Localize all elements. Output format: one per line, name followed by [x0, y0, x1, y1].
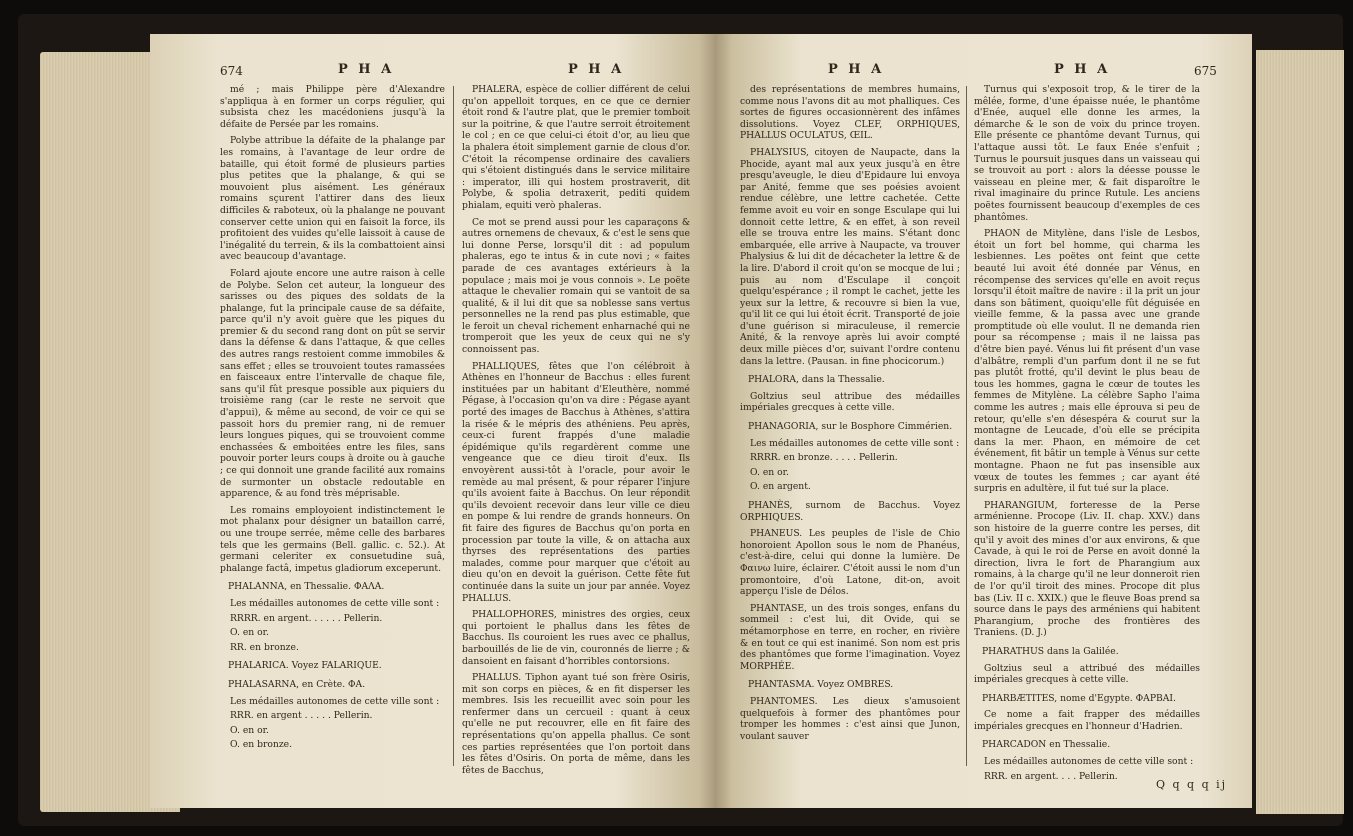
running-head-left-col2: P H A	[568, 62, 625, 77]
running-head-right-col2: P H A	[1054, 62, 1111, 77]
column-divider	[966, 86, 967, 766]
entry-head: PHALORA, dans la Thessalie.	[748, 374, 885, 386]
signature-mark: Q q q q ij	[1156, 778, 1228, 791]
entry-line: RRR. en argent. . . . Pellerin.	[984, 770, 1118, 782]
entry-phalasarna-line: O. en bronze.	[230, 739, 293, 751]
paragraph: Folard ajoute encore une autre raison à celle de Polybe. Selon cet auteur, la longueur des sarisses ou des piques des soldats de la phalange, fut la principale cause de sa défaite, parce qu'il n'y avoit guère que les piques du premier & du second rang dont on pût se servir dans la défense & dans l'attaque, & que celles des autres rangs restoient comme immobiles & sans effet ; elles se trouvoient toutes ramassées en faisceaux entre l'intervalle de chaque file, sans qu'il fût presque possible aux piquiers du troisième rang (car le reste ne servoit que d'appui), & même au second, de voir ce qui se passoit hors du premier rang, ni de remuer leurs longues piques, qui se trouvoient comme enchassées & emboitées entre les files, sans pouvoir porter leurs coups à droite ou à gauche ; ce qui donnoit une grande facilité aux romains de surmonter un obstacle redoutable en apparence, & au fond très méprisable.	[220, 267, 445, 500]
entry-phalanna-line: O. en or.	[230, 627, 269, 639]
entry-head: PHARATHUS dans la Galilée.	[982, 645, 1119, 657]
paragraph: Ce mot se prend aussi pour les caparaçons & autres ornemens de chevaux, & c'est le sens que lui donne Perse, lorsqu'il dit : ad populum phaleras, ego te intus & in cute novi ; « faites parade de ces avantages extérieurs à la populace ; mais moi je vous connois ». Le poëte attaque le chevalier romain qui se vantoit de sa qualité, & il lui dit que sa noblesse sans vertus personnelles ne la rend pas plus estimable, que le feroit un cheval richement enharnaché qui ne tromperoit que les yeux de ceux qui ne s'y connoissent pas.	[462, 216, 690, 356]
entry-phalarica: PHALARICA. Voyez FALARIQUE.	[228, 660, 382, 672]
paragraph: mé ; mais Philippe père d'Alexandre s'appliqua à en former un corps régulier, qui subsista chez les macédoniens jusqu'à la défaite de Persée par les romains.	[220, 84, 445, 130]
page-number-left: 674	[220, 64, 243, 78]
paragraph: Goltzius seul a attribué des médailles impériales grecques à cette ville.	[974, 662, 1200, 686]
paragraph: Goltzius seul attribue des médailles impériales grecques à cette ville.	[740, 390, 960, 414]
paragraph: PHALLOPHORES, ministres des orgies, ceux qui portoient le phallus dans les fêtes de Bacchus. Ils couroient les rues avec ce phallus, barbouillés de lie de vin, couronnés de lierre ; & dansoient en faisant d'horribles contorsions.	[462, 609, 690, 667]
entry-head: PHANAGORIA, sur le Bosphore Cimmérien.	[748, 421, 953, 433]
paragraph: des représentations de membres humains, comme nous l'avons dit au mot phalliques. Ces sortes de figures occasionnèrent des infâmes dissolutions. Voyez CLEF, ORPHIQUES, PHALLUS OCULATUS, ŒIL.	[740, 84, 960, 142]
entry-phalanna-head: PHALANNA, en Thessalie. ΦΑΛΑ.	[228, 581, 385, 593]
right-page	[716, 34, 1252, 808]
entry-line: Les médailles autonomes de cette ville sont :	[750, 437, 960, 449]
paragraph: Les romains employoient indistinctement le mot phalanx pour désigner un bataillon carré, ou une troupe serrée, même celle des barbares tels que les germains (Bell. gallic. c. 52.). At germani celeriter ex consuetudine suâ, phalange factâ, impetus gladiorum exceperunt.	[220, 504, 445, 574]
paragraph: Polybe attribue la défaite de la phalange par les romains, à l'avantage de leur ordre de bataille, qui étoit formé de plusieurs parties plus petites que la phalange, & qui se mouvoient plus aisément. Les généraux romains sçurent l'attirer dans des lieux difficiles & raboteux, où la phalange ne pouvant conserver cette union qui en faisoit la force, ils profitoient des vuides qu'elle laissoit à cause de l'inégalité du terrein, & ils la combattoient ainsi avec beaucoup d'avantage.	[220, 135, 445, 263]
paragraph: Turnus qui s'exposoit trop, & le tirer de la mêlée, forme, d'une épaisse nuée, le phantôme d'Enée, auquel elle donne les armes, la démarche & le son de voix du prince troyen. Elle présente ce phantôme devant Turnus, qui l'attaque aussi tôt. Le faux Enée s'enfuit ; Turnus le poursuit jusques dans un vaisseau qui se trouvoit au port : alors la déesse pousse le vaisseau en pleine mer, & fait disparoître le rival imaginaire du prince Rutule. Les anciens poëtes fournissent beaucoup d'exemples de ces phantômes.	[974, 84, 1200, 223]
entry-phalasarna-head: PHALASARNA, en Crète. ΦΑ.	[228, 678, 366, 690]
entry-line: O. en or.	[750, 466, 789, 478]
paragraph: PHANTOMES. Les dieux s'amusoient quelquefois à former des phantômes pour tromper les hommes : c'est ainsi que Junon, voulant sauver	[740, 695, 960, 742]
entry-phalasarna-line: O. en or.	[230, 724, 269, 736]
paragraph: PHALERA, espèce de collier différent de celui qu'on appelloit torques, en ce que ce dernier étoit rond & l'autre plat, que le premier tomboit sur la poitrine, & que l'autre serroit étroitement le col ; en ce que celui-ci étoit d'or, au lieu que la phalera étoit simplement garnie de clous d'or. C'étoit la récompense ordinaire des cavaliers qui s'étoient distingués dans le service militaire : imperator, illi qui hostem prostraverit, dit Polybe, & spolia detraxerit, pediti quidem phialam, equiti verò phaleras.	[462, 84, 690, 211]
entry-head: PHARCADON en Thessalie.	[982, 739, 1111, 751]
paragraph: PHANEUS. Les peuples de l'isle de Chio honoroient Apollon sous le nom de Phanéus, c'est-à-dire, celui qui donne la lumière. De Φαινω luire, éclairer. C'étoit aussi le nom d'un promontoire, d'où Latone, dit-on, avoit apperçu l'isle de Délos.	[740, 528, 960, 598]
entry-phalasarna-line: RRR. en argent . . . . . Pellerin.	[230, 710, 373, 722]
entry-phalasarna-line: Les médailles autonomes de cette ville sont :	[230, 695, 440, 707]
paragraph: PHANÈS, surnom de Bacchus. Voyez ORPHIQUES.	[740, 500, 960, 523]
paragraph: Ce nome a fait frapper des médailles impériales grecques en l'honneur d'Hadrien.	[974, 709, 1200, 732]
right-page-column-1	[740, 84, 960, 747]
entry-phalanna-line: Les médailles autonomes de cette ville sont :	[230, 597, 440, 609]
paragraph: PHANTASMA. Voyez OMBRES.	[748, 679, 894, 691]
left-page-column-2	[462, 84, 690, 781]
left-page	[150, 34, 716, 808]
right-page-edges	[1256, 50, 1344, 814]
paragraph: PHARANGIUM, forteresse de la Perse arménienne. Procope (Liv. II. chap. XXV.) dans son histoire de la guerre contre les perses, dit qu'il y avoit des mines d'or aux environs, & que Cavade, à qui le roi de Perse en avoit donné la direction, livra le fort de Pharangium aux romains, à la charge qu'il ne leur donneroit rien de l'or qu'il tiroit des mines. Procope dit plus bas (Liv. II c. XXIX.) que le fleuve Boas prend sa source dans le pays des arméniens qui habitent Pharangium, proche des frontières des Traniens. (D. J.)	[974, 499, 1200, 639]
column-divider	[453, 86, 454, 766]
entry-line: O. en argent.	[750, 481, 811, 493]
paragraph: PHALYSIUS, citoyen de Naupacte, dans la Phocide, ayant mal aux yeux jusqu'à en être presqu'aveugle, le dieu d'Epidaure lui envoya par Anité, femme que ses poésies avoient rendue célèbre, une lettre cachetée. Cette femme avoit eu voir en songe Esculape qui lui donnoit cette lettre, & en effet, à son reveil elle se trouva entre les mains. S'étant donc embarquée, elle arrive à Naupacte, va trouver Phalysius & lui dit de décacheter la lettre & de la lire. D'abord il croit qu'on se mocque de lui ; puis au nom d'Esculape il conçoit quelqu'espérance ; il rompt le cachet, jette les yeux sur la lettre, & recouvre si bien la vue, qu'il lit ce qui lui étoit écrit. Transporté de joie d'une guérison si miraculeuse, il remercie Anité, & la renvoye après lui avoir compté deux mille pièces d'or, suivant l'ordre contenu dans la lettre. (Pausan. in fine phocicorum.)	[740, 146, 960, 367]
paragraph: PHALLUS. Tiphon ayant tué son frère Osiris, mit son corps en pièces, & en fit disperser les membres. Isis les recueillit avec soin pour les renfermer dans un cercueil : quant à ceux qu'elle ne put recouvrer, elle en fit faire des représentations qu'on appella phallus. Ce sont ces parties représentées que l'on portoit dans les fêtes d'Osiris. On porta de même, dans les fêtes de Bacchus,	[462, 672, 690, 776]
entry-line: Les médailles autonomes de cette ville sont :	[984, 756, 1194, 768]
entry-line: RRRR. en bronze. . . . . Pellerin.	[750, 452, 898, 464]
running-head-left-col1: P H A	[338, 62, 395, 77]
running-head-right-col1: P H A	[828, 62, 885, 77]
entry-head: PHARBÆTITES, nome d'Egypte. ΦΑΡΒΑΙ.	[982, 692, 1176, 704]
entry-phalanna-line: RRRR. en argent. . . . . . Pellerin.	[230, 612, 383, 624]
paragraph: PHALLIQUES, fêtes que l'on célébroit à Athènes en l'honneur de Bacchus : elles furent instituées par un habitant d'Eleuthère, nommé Pégase, à l'occasion qu'on va dire : Pégase ayant porté des images de Bacchus à Athènes, s'attira la risée & le mépris des athéniens. Peu après, ceux-ci furent frappés d'une maladie épidémique qu'ils regardèrent comme une vengeance que ce dieu tiroit d'eux. Ils envoyèrent aussi-tôt à l'oracle, pour avoir le remède au mal présent, & pour réparer l'injure qu'ils avoient faite à Bacchus. On leur répondit qu'ils devoient recevoir dans leur ville ce dieu en pompe & lui rendre de grands honneurs. On fit faire des figures de Bacchus qu'on porta en procession par toute la ville, & on attacha aux thyrses des représentations des parties malades, comme pour marquer que c'étoit au dieu qu'on en devoit la guérison. Cette fête fut continuée dans la suite un jour par année. Voyez PHALLUS.	[462, 360, 690, 604]
right-page-column-2	[974, 84, 1200, 785]
entry-phalanna-line: RR. en bronze.	[230, 641, 299, 653]
page-number-right: 675	[1194, 64, 1217, 78]
left-page-column-1	[220, 84, 445, 754]
paragraph: PHANTASE, un des trois songes, enfans du sommeil : c'est lui, dit Ovide, qui se métamorphose en terre, en rocher, en rivière & en tout ce qui est inanimé. Son nom est pris des phantômes que forme l'imagination. Voyez MORPHÉE.	[740, 602, 960, 672]
paragraph: PHAON de Mitylène, dans l'isle de Lesbos, étoit un fort bel homme, qui charma les lesbiennes. Les poëtes ont feint que cette beauté lui avoit été donnée par Vénus, en récompense des services qu'elle en avoit reçus lorsqu'il étoit maître de navire : il la prit un jour dans son bâtiment, quoiqu'elle fût déguisée en vieille femme, & la passa avec une grande promptitude où elle voulut. Il ne demanda rien pour sa récompense ; mais il ne laissa pas d'être bien payé. Vénus lui fit présent d'un vase d'albâtre, rempli d'un parfum dont il ne se fut pas plutôt frotté, qu'il devint le plus beau de tous les hommes, gagna le cœur de toutes les femmes de Mitylène. La célèbre Sapho l'aima comme les autres ; mais elle éprouva si peu de retour, qu'elle s'en désespéra & courut sur la montagne de Leucade, d'où elle se précipita dans la mer. Phaon, en mémoire de cet événement, fit bâtir un temple à Vénus sur cette montagne. Phaon ne fut pas insensible aux vœux de toutes les femmes ; car ayant été surpris en adultère, il fut tué sur la place.	[974, 228, 1200, 495]
